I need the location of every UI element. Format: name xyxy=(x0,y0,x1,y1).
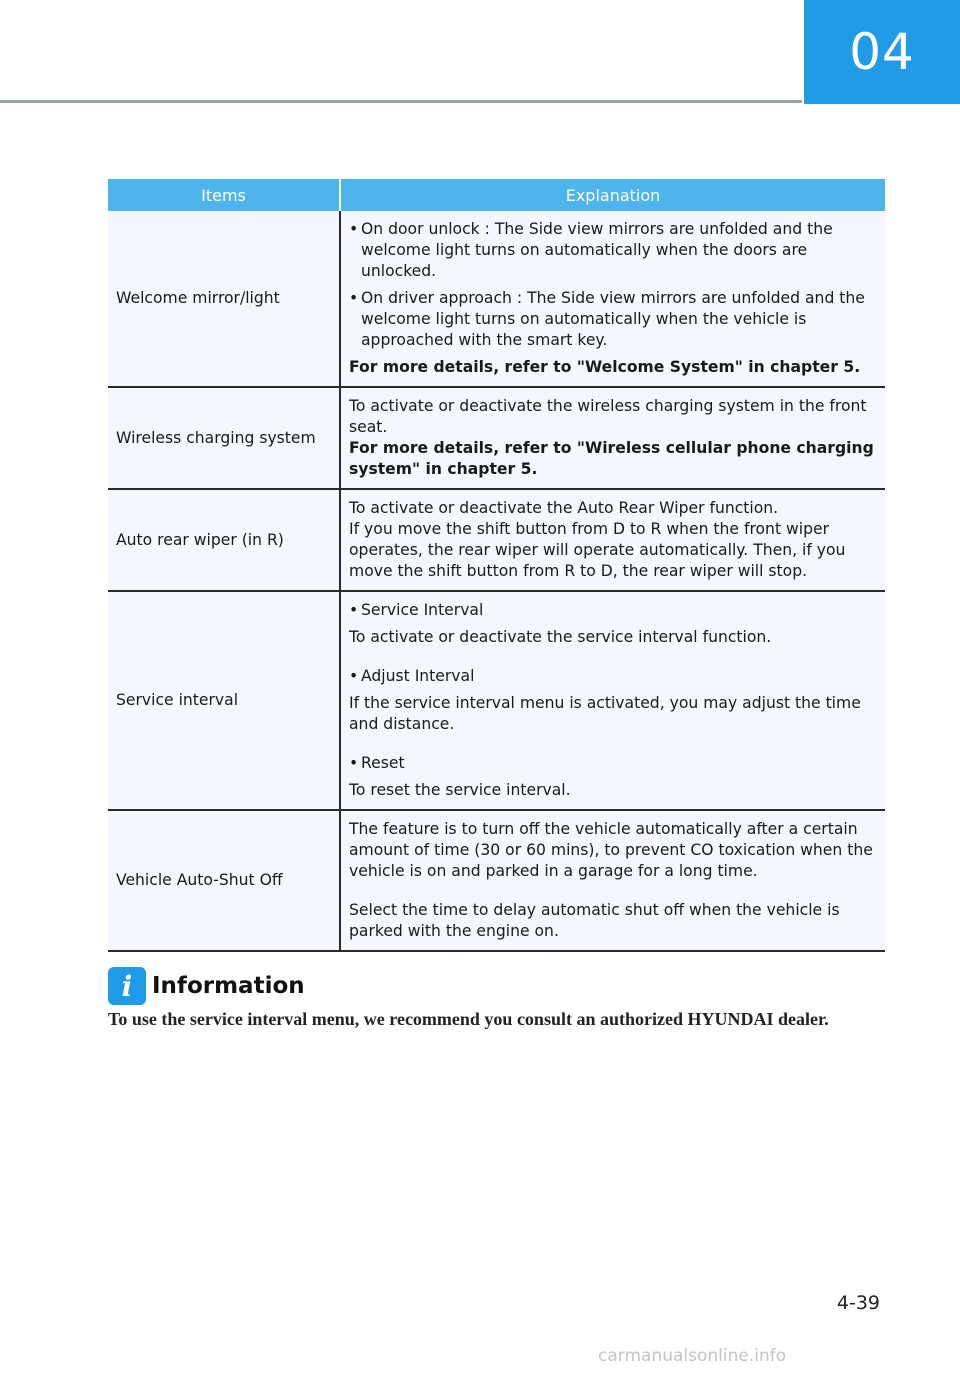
list-item xyxy=(349,753,879,774)
explanation-cell xyxy=(340,489,885,591)
explanation-cell xyxy=(340,387,885,489)
table-row xyxy=(108,810,885,951)
settings-table xyxy=(108,179,885,952)
explanation-text: If you move the shift button from D to R when the front wiper operates, the rear wiper will operate automatically. Then, if you move the shift button from R to D, the rear wiper will stop. xyxy=(349,520,846,580)
explanation-cell xyxy=(340,211,885,387)
explanation-text: To activate or deactivate the Auto Rear Wiper function. xyxy=(349,499,779,517)
item-service-interval: Service interval xyxy=(108,591,340,810)
reference-note: For more details, refer to "Welcome System" in chapter 5. xyxy=(349,358,861,376)
watermark: carmanualsonline.info xyxy=(598,1346,787,1366)
table-row xyxy=(108,387,885,489)
explanation-text: If the service interval menu is activated, you may adjust the time and distance. xyxy=(349,694,861,733)
item-auto-rear-wiper: Auto rear wiper (in R) xyxy=(108,489,340,591)
bullet-icon: • xyxy=(349,754,359,772)
chapter-tab: 04 xyxy=(804,0,960,104)
list-item xyxy=(349,600,879,621)
header-items: Items xyxy=(108,179,340,211)
bullet-icon: • xyxy=(349,289,359,307)
information-heading xyxy=(108,966,305,1006)
bullet-icon: • xyxy=(349,667,359,685)
bullet-text: Service Interval xyxy=(361,601,484,619)
explanation-text: To activate or deactivate the wireless charging system in the front seat. xyxy=(349,397,867,436)
explanation-text: To reset the service interval. xyxy=(349,781,571,799)
info-icon: i xyxy=(108,967,146,1005)
bullet-text: Adjust Interval xyxy=(361,667,475,685)
table-row xyxy=(108,591,885,810)
bullet-icon: • xyxy=(349,220,359,238)
item-welcome-mirror-light: Welcome mirror/light xyxy=(108,211,340,387)
explanation-cell xyxy=(340,591,885,810)
information-text: To use the service interval menu, we recommend you consult an authorized HYUNDAI dealer. xyxy=(108,1009,829,1029)
list-item xyxy=(349,666,879,687)
bullet-text: Reset xyxy=(361,754,405,772)
reference-note: For more details, refer to "Wireless cellular phone charging system" in chapter 5. xyxy=(349,439,874,478)
list-item xyxy=(349,219,879,282)
explanation-cell xyxy=(340,810,885,951)
bullet-text: On driver approach : The Side view mirrors are unfolded and the welcome light turns on automatically when the vehicle is approached with the smart key. xyxy=(361,289,865,349)
header-rule xyxy=(0,100,802,103)
item-wireless-charging: Wireless charging system xyxy=(108,387,340,489)
explanation-text: To activate or deactivate the service interval function. xyxy=(349,628,772,646)
table-header-row xyxy=(108,179,885,211)
bullet-text: On door unlock : The Side view mirrors are unfolded and the welcome light turns on automatically when the doors are unlocked. xyxy=(361,220,833,280)
explanation-text: The feature is to turn off the vehicle automatically after a certain amount of time (30 or 60 mins), to prevent CO toxication when the vehicle is on and parked in a garage for a long time. xyxy=(349,820,873,880)
item-vehicle-auto-shut-off: Vehicle Auto-Shut Off xyxy=(108,810,340,951)
page-number: 4-39 xyxy=(836,1292,880,1314)
explanation-text: Select the time to delay automatic shut off when the vehicle is parked with the engine on. xyxy=(349,901,840,940)
information-title: Information xyxy=(152,973,305,999)
bullet-icon: • xyxy=(349,601,359,619)
table-row xyxy=(108,211,885,387)
table-row xyxy=(108,489,885,591)
header-explanation: Explanation xyxy=(340,179,885,211)
list-item xyxy=(349,288,879,351)
